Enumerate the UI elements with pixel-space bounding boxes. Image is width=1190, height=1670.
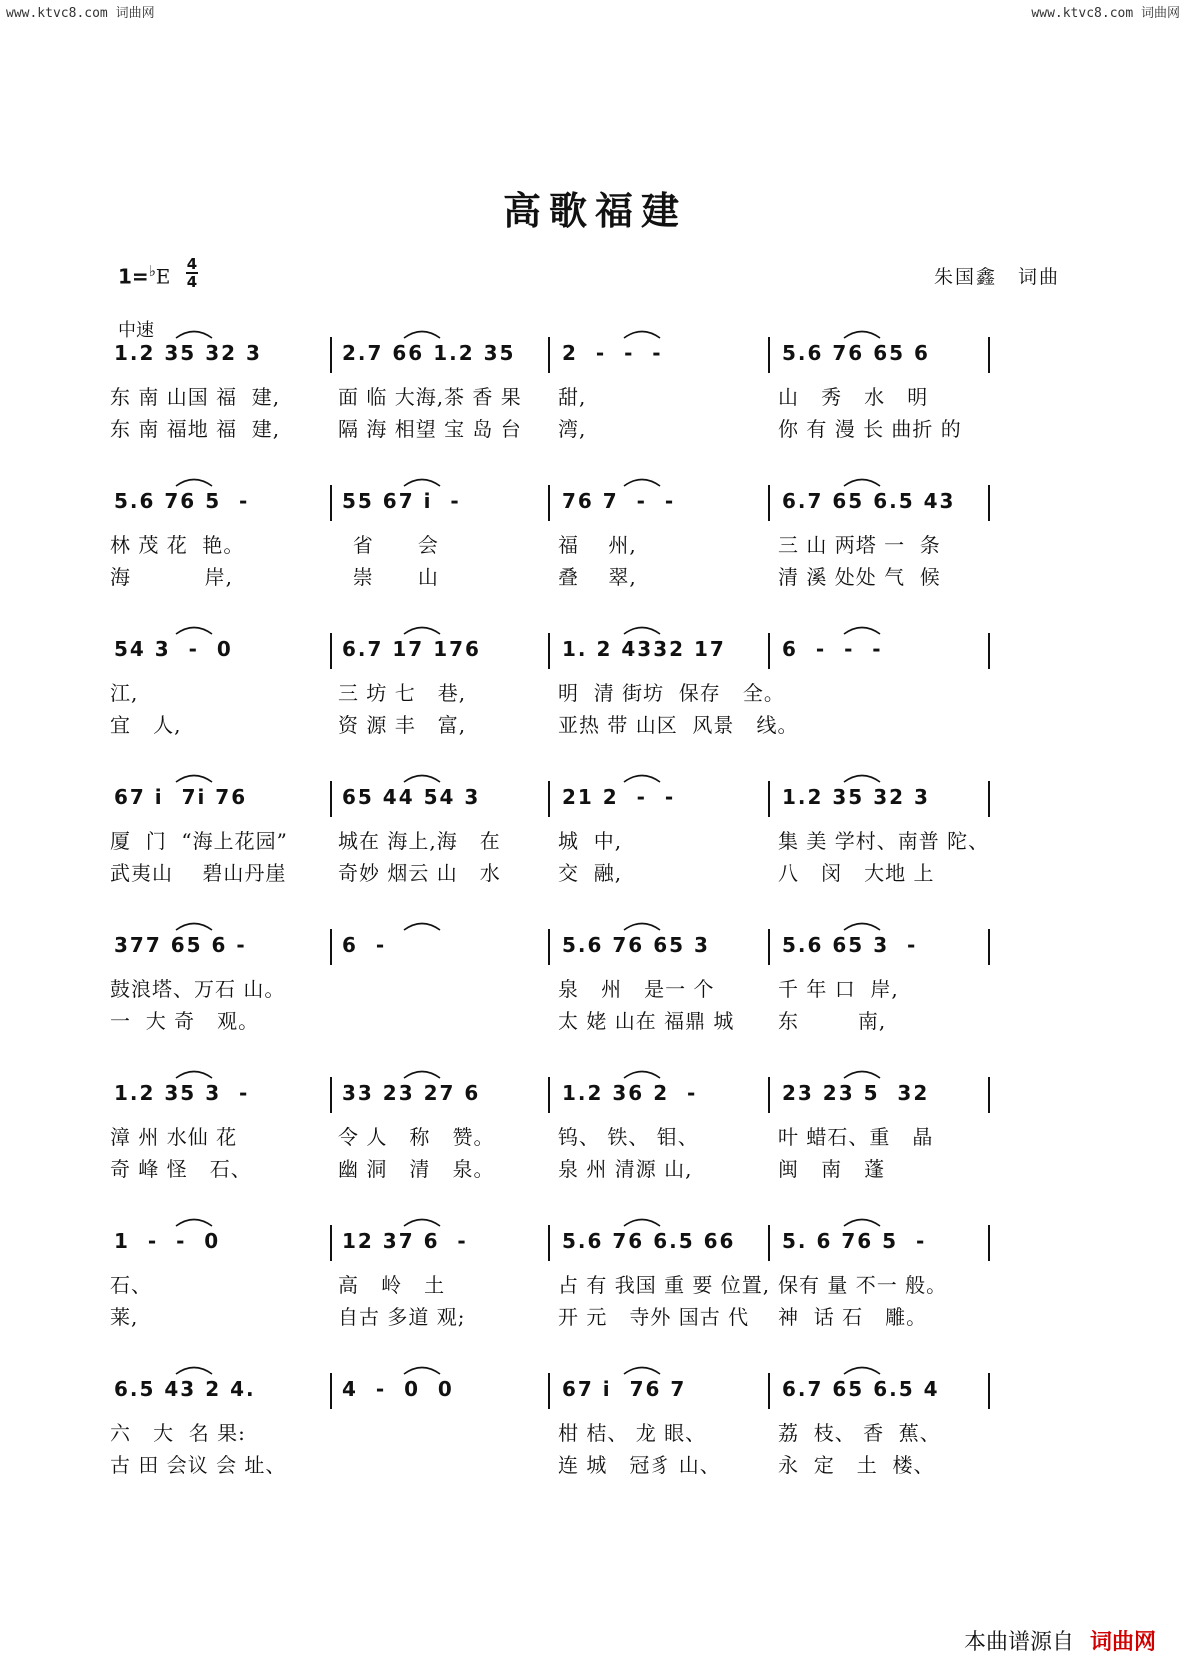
lyric-verse-1: 东 南 山国 福 建, (110, 385, 281, 409)
slur-mark (402, 1363, 442, 1375)
barline (768, 1077, 770, 1113)
lyric-verse-1: 占 有 我国 重 要 位置, (558, 1273, 771, 1297)
lyric-verse-1: 高 岭 土 (338, 1273, 446, 1297)
lyric-verse-1: 林 茂 花 艳。 (110, 533, 245, 557)
measure-notes: 5.6 76 65 6 (782, 341, 930, 365)
lyric-verse-1: 保有 量 不一 般。 (778, 1273, 948, 1297)
slur-mark (402, 771, 442, 783)
lyric-verse-2: 武夷山 碧山丹崖 (110, 861, 287, 885)
barline (330, 337, 332, 373)
lyric-verse-1: 城在 海上,海 在 (338, 829, 501, 853)
time-top: 4 (186, 255, 198, 273)
measure-notes: 5.6 76 6.5 66 (562, 1229, 736, 1253)
key-note: E (155, 264, 171, 289)
measure-notes: 1.2 36 2 - (562, 1081, 698, 1105)
barline (330, 1373, 332, 1409)
lyric-verse-2: 开 元 寺外 国古 代 (558, 1305, 750, 1329)
slur-mark (402, 623, 442, 635)
key-signature (118, 262, 170, 289)
barline (330, 1077, 332, 1113)
slur-mark (842, 919, 882, 931)
measure-notes: 377 65 6 - (114, 933, 247, 957)
barline (548, 337, 550, 373)
slur-mark (174, 623, 214, 635)
lyric-verse-1: 六 大 名 果: (110, 1421, 246, 1445)
measure-notes: 5.6 76 65 3 (562, 933, 710, 957)
barline (988, 1225, 990, 1261)
measure-notes: 1.2 35 32 3 (782, 785, 930, 809)
lyric-verse-2: 资 源 丰 富, (338, 713, 467, 737)
slur-mark (174, 1215, 214, 1227)
lyric-verse-2: 宜 人, (110, 713, 182, 737)
song-title: 高歌福建 (502, 188, 687, 233)
measure-notes: 1.2 35 32 3 (114, 341, 262, 365)
tempo-marking: 中速 (118, 320, 154, 341)
score-system (0, 325, 1190, 475)
measure-notes: 76 7 - - (562, 489, 676, 513)
lyric-verse-2: 交 融, (558, 861, 623, 885)
lyric-verse-1: 三 坊 七 巷, (338, 681, 467, 705)
score-system (0, 769, 1190, 919)
score-system (0, 621, 1190, 771)
slur-mark (402, 475, 442, 487)
slur-mark (174, 327, 214, 339)
measure-notes: 6.5 43 2 4. (114, 1377, 256, 1401)
measure-notes: 4 - 0 0 (342, 1377, 454, 1401)
lyric-verse-1: 三 山 两塔 一 条 (778, 533, 941, 557)
slur-mark (174, 1067, 214, 1079)
barline (988, 781, 990, 817)
score-system (0, 1065, 1190, 1215)
lyric-verse-2: 神 话 石 雕。 (778, 1305, 928, 1329)
key-prefix: 1= (118, 264, 149, 289)
barline (768, 485, 770, 521)
barline (330, 929, 332, 965)
flat-icon: ♭ (148, 262, 156, 280)
lyric-verse-1: 泉 州 是一 个 (558, 977, 715, 1001)
barline (988, 337, 990, 373)
slur-mark (842, 1363, 882, 1375)
slur-mark (842, 1215, 882, 1227)
barline (768, 1225, 770, 1261)
lyric-verse-2: 隔 海 相望 宝 岛 台 (338, 417, 522, 441)
measure-notes: 33 23 27 6 (342, 1081, 481, 1105)
slur-mark (402, 1215, 442, 1227)
measure-notes: 23 23 5 32 (782, 1081, 930, 1105)
barline (548, 1373, 550, 1409)
lyric-verse-2: 湾, (558, 417, 587, 441)
lyric-verse-2: 永 定 土 楼、 (778, 1453, 935, 1477)
lyric-verse-1: 福 州, (558, 533, 637, 557)
slur-mark (622, 623, 662, 635)
barline (988, 929, 990, 965)
lyric-verse-1: 面 临 大海,茶 香 果 (338, 385, 522, 409)
lyric-verse-2: 东 南 福地 福 建, (110, 417, 281, 441)
slur-mark (622, 1067, 662, 1079)
barline (330, 485, 332, 521)
slur-mark (622, 475, 662, 487)
barline (768, 1373, 770, 1409)
measure-notes: 21 2 - - (562, 785, 676, 809)
lyric-verse-1: 石、 (110, 1273, 152, 1297)
barline (548, 1225, 550, 1261)
barline (768, 929, 770, 965)
footer-source: 本曲谱源自 (963, 1630, 1074, 1655)
measure-notes: 5.6 76 5 - (114, 489, 250, 513)
barline (768, 337, 770, 373)
lyric-verse-2: 自古 多道 观; (338, 1305, 466, 1329)
lyric-verse-1: 鼓浪塔、万石 山。 (110, 977, 286, 1001)
barline (988, 485, 990, 521)
lyric-verse-2: 清 溪 处处 气 候 (778, 565, 941, 589)
lyric-verse-1: 厦 门 “海上花园” (110, 829, 288, 853)
slur-mark (174, 771, 214, 783)
lyric-verse-2: 奇妙 烟云 山 水 (338, 861, 501, 885)
lyric-verse-2: 连 城 冠豸 山、 (558, 1453, 721, 1477)
lyric-verse-1: 山 秀 水 明 (778, 385, 929, 409)
time-signature (186, 256, 198, 290)
lyric-verse-1: 叶 蜡石、重 晶 (778, 1125, 934, 1149)
lyric-verse-2: 海 岸, (110, 565, 233, 589)
slur-mark (842, 1067, 882, 1079)
measure-notes: 67 i 76 7 (562, 1377, 687, 1401)
slur-mark (174, 919, 214, 931)
watermark-right: www.ktvc8.com 词曲网 (1031, 6, 1180, 21)
score-system (0, 917, 1190, 1067)
footer-brand: 词曲网 (1089, 1630, 1156, 1655)
lyric-verse-1: 江, (110, 681, 139, 705)
barline (330, 633, 332, 669)
score-system (0, 1213, 1190, 1363)
slur-mark (622, 327, 662, 339)
composer-credit: 朱国鑫 词曲 (933, 266, 1060, 288)
measure-notes: 6.7 65 6.5 43 (782, 489, 956, 513)
barline (768, 633, 770, 669)
lyric-verse-2: 古 田 会议 会 址、 (110, 1453, 287, 1477)
measure-notes: 5. 6 76 5 - (782, 1229, 927, 1253)
measure-notes: 54 3 - 0 (114, 637, 233, 661)
lyric-verse-2: 奇 峰 怪 石、 (110, 1157, 252, 1181)
measure-notes: 2.7 66 1.2 35 (342, 341, 516, 365)
slur-mark (402, 919, 442, 931)
measure-notes: 5.6 65 3 - (782, 933, 918, 957)
barline (548, 633, 550, 669)
score-system (0, 473, 1190, 623)
barline (548, 929, 550, 965)
slur-mark (622, 1215, 662, 1227)
lyric-verse-2: 你 有 漫 长 曲折 的 (778, 417, 962, 441)
lyric-verse-2: 崇 山 (338, 565, 439, 589)
measure-notes: 6 - - - (782, 637, 883, 661)
slur-mark (622, 771, 662, 783)
lyric-verse-2: 东 南, (778, 1009, 887, 1033)
measure-notes: 12 37 6 - (342, 1229, 468, 1253)
lyric-verse-1: 千 年 口 岸, (778, 977, 899, 1001)
slur-mark (622, 1363, 662, 1375)
barline (548, 781, 550, 817)
lyric-verse-1: 甜, (558, 385, 587, 409)
measure-notes: 6.7 17 176 (342, 637, 481, 661)
measure-notes: 6 - (342, 933, 387, 957)
lyric-verse-1: 集 美 学村、南普 陀、 (778, 829, 990, 853)
slur-mark (842, 771, 882, 783)
barline (330, 781, 332, 817)
lyric-verse-2: 八 闵 大地 上 (778, 861, 935, 885)
lyric-verse-2: 莱, (110, 1305, 139, 1329)
lyric-verse-2: 闽 南 蓬 (778, 1157, 886, 1181)
slur-mark (402, 1067, 442, 1079)
lyric-verse-2: 泉 州 清源 山, (558, 1157, 693, 1181)
slur-mark (622, 919, 662, 931)
measure-notes: 6.7 65 6.5 4 (782, 1377, 940, 1401)
measure-notes: 65 44 54 3 (342, 785, 481, 809)
slur-mark (174, 475, 214, 487)
barline (548, 485, 550, 521)
slur-mark (842, 475, 882, 487)
barline (988, 1373, 990, 1409)
measure-notes: 1 - - 0 (114, 1229, 221, 1253)
slur-mark (174, 1363, 214, 1375)
lyric-verse-1: 柑 桔、 龙 眼、 (558, 1421, 707, 1445)
barline (988, 1077, 990, 1113)
barline (988, 633, 990, 669)
measure-notes: 1. 2 4332 17 (562, 637, 726, 661)
lyric-verse-2: 亚热 带 山区 风景 线。 (558, 713, 799, 737)
score-system (0, 1361, 1190, 1511)
lyric-verse-1: 荔 枝、 香 蕉、 (778, 1421, 941, 1445)
barline (548, 1077, 550, 1113)
measure-notes: 1.2 35 3 - (114, 1081, 250, 1105)
lyric-verse-1: 令 人 称 赞。 (338, 1125, 495, 1149)
lyric-verse-1: 漳 州 水仙 花 (110, 1125, 238, 1149)
barline (768, 781, 770, 817)
lyric-verse-1: 钨、 铁、 钼、 (558, 1125, 699, 1149)
lyric-verse-2: 一 大 奇 观。 (110, 1009, 260, 1033)
slur-mark (402, 327, 442, 339)
time-bottom: 4 (186, 273, 198, 291)
watermark-left: www.ktvc8.com 词曲网 (6, 6, 155, 21)
lyric-verse-1: 明 清 街坊 保存 全。 (558, 681, 785, 705)
lyric-verse-2: 叠 翠, (558, 565, 637, 589)
lyric-verse-1: 城 中, (558, 829, 623, 853)
barline (330, 1225, 332, 1261)
slur-mark (842, 623, 882, 635)
measure-notes: 55 67 i - (342, 489, 461, 513)
source-footer (964, 1625, 1156, 1656)
slur-mark (842, 327, 882, 339)
lyric-verse-2: 太 姥 山在 福鼎 城 (558, 1009, 735, 1033)
lyric-verse-2: 幽 洞 清 泉。 (338, 1157, 495, 1181)
measure-notes: 2 - - - (562, 341, 663, 365)
lyric-verse-1: 省 会 (338, 533, 439, 557)
measure-notes: 67 i 7i 76 (114, 785, 248, 809)
